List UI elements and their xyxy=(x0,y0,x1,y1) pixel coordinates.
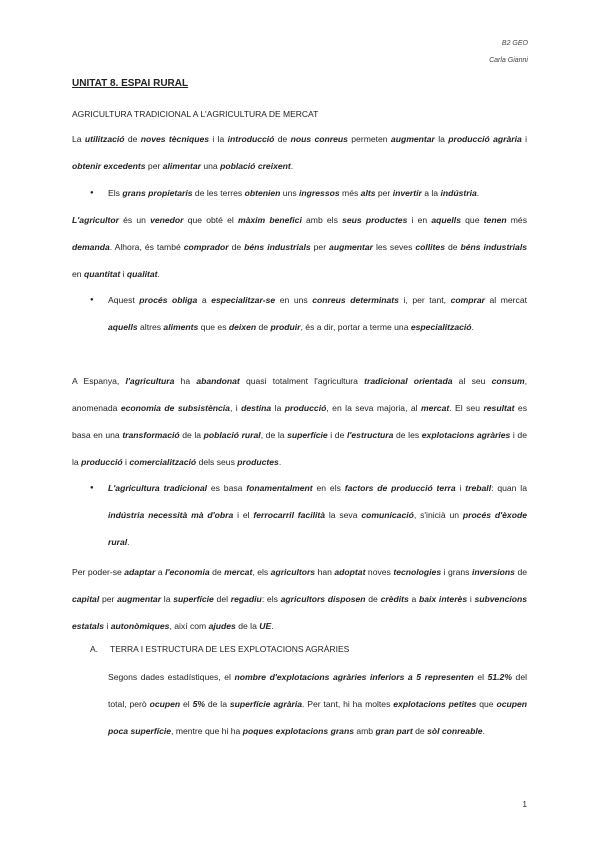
text-run: en els xyxy=(312,483,345,493)
emphasis-term: augmentar xyxy=(329,242,373,252)
subsection-title: TERRA I ESTRUCTURA DE LES EXPLOTACIONS AGRÀRIES xyxy=(110,644,350,654)
emphasis-term: qualitat xyxy=(126,269,158,279)
emphasis-term: mercat xyxy=(224,567,253,577)
text-run: per xyxy=(99,594,118,604)
text-run: més xyxy=(506,215,527,225)
text-run: i de la xyxy=(72,430,527,467)
page-number: 1 xyxy=(522,800,527,809)
text-run: la xyxy=(434,134,449,144)
emphasis-term: seus productes xyxy=(342,215,408,225)
emphasis-term: nombre d'explotacions agràries inferiors a 5 representen xyxy=(234,672,474,682)
emphasis-term: tradicional orientada xyxy=(364,376,453,386)
text-run: que xyxy=(460,215,484,225)
emphasis-term: mercat xyxy=(421,403,450,413)
text-run: de xyxy=(412,726,428,736)
text-run: Aquest xyxy=(108,295,140,305)
emphasis-term: economia de subsistència xyxy=(120,403,230,413)
text-run: amb xyxy=(353,726,376,736)
paragraph-3 xyxy=(72,368,527,476)
text-run: , s'inicià un xyxy=(413,510,463,520)
emphasis-term: procés d'èxode rural xyxy=(108,510,527,547)
text-run: quasi totalment l'agricultura xyxy=(239,376,365,386)
emphasis-term: béns industrials xyxy=(244,242,311,252)
bullet-item-1 xyxy=(90,180,527,207)
section-title: AGRICULTURA TRADICIONAL A L'AGRICULTURA DE MERCAT xyxy=(72,109,319,119)
text-run: . xyxy=(157,269,160,279)
emphasis-term: L'agricultura tradicional xyxy=(108,483,208,493)
emphasis-term: tecnologies xyxy=(393,567,442,577)
text-run: : quan la xyxy=(491,483,527,493)
paragraph-1 xyxy=(72,126,527,180)
emphasis-term: aquells xyxy=(108,322,138,332)
text-run: de xyxy=(444,242,461,252)
text-run: , i xyxy=(229,403,242,413)
emphasis-term: tenen xyxy=(483,215,507,225)
text-run: , és a dir, portar a terme una xyxy=(300,322,411,332)
emphasis-term: béns industrials xyxy=(460,242,527,252)
emphasis-term: sòl conreable xyxy=(427,726,483,736)
emphasis-term: especialitzar-se xyxy=(211,295,276,305)
bullet-icon: ● xyxy=(90,485,94,491)
emphasis-term: ocupen xyxy=(149,699,181,709)
text-run: , els xyxy=(252,567,271,577)
text-run: . xyxy=(471,322,474,332)
text-run: , en la seva majoria, al xyxy=(326,403,422,413)
text-run: el xyxy=(473,672,488,682)
text-run: de xyxy=(209,567,225,577)
emphasis-term: l'economia xyxy=(165,567,210,577)
emphasis-term: conreus determinats xyxy=(312,295,399,305)
emphasis-term: regadiu xyxy=(230,594,262,604)
emphasis-term: aquells xyxy=(431,215,461,225)
text-run: i el xyxy=(233,510,254,520)
bullet-text xyxy=(108,483,527,547)
text-run: i la xyxy=(209,134,228,144)
emphasis-term: gran part xyxy=(375,726,413,736)
emphasis-term: superfície xyxy=(287,430,328,440)
emphasis-term: autonòmiques xyxy=(110,621,170,631)
text-run: a la xyxy=(421,188,441,198)
text-run: . xyxy=(127,537,130,547)
emphasis-term: 5% xyxy=(192,699,205,709)
text-run: la xyxy=(161,594,174,604)
text-run: . xyxy=(476,188,480,198)
text-run: dels seus xyxy=(196,457,238,467)
text-run: . xyxy=(271,621,274,631)
text-run: a xyxy=(197,295,212,305)
unit-title: UNITAT 8. ESPAI RURAL xyxy=(72,78,189,89)
text-run: . xyxy=(482,726,485,736)
paragraph-2 xyxy=(72,207,527,288)
subsection-heading xyxy=(90,644,349,654)
emphasis-term: crèdits xyxy=(380,594,409,604)
text-run: i xyxy=(104,621,111,631)
emphasis-term: superfície agrària xyxy=(229,699,302,709)
text-run: a xyxy=(408,594,419,604)
emphasis-term: collites xyxy=(415,242,445,252)
emphasis-term: L'agricultor xyxy=(72,215,119,225)
emphasis-term: producció agrària xyxy=(448,134,522,144)
emphasis-term: ferrocarril facilità xyxy=(253,510,326,520)
text-run: a xyxy=(155,567,166,577)
text-run: la seva xyxy=(325,510,362,520)
emphasis-term: ajudes xyxy=(208,621,236,631)
emphasis-term: obtenien xyxy=(244,188,281,198)
emphasis-term: quantitat xyxy=(83,269,121,279)
bullet-text xyxy=(108,295,527,332)
emphasis-term: destina xyxy=(241,403,272,413)
emphasis-term: introducció xyxy=(227,134,275,144)
text-run: : els xyxy=(261,594,281,604)
emphasis-term: inversions xyxy=(471,567,515,577)
emphasis-term: adaptar xyxy=(124,567,156,577)
text-run: i grans xyxy=(441,567,472,577)
emphasis-term: superfície xyxy=(173,594,214,604)
emphasis-term: consum xyxy=(491,376,525,386)
emphasis-term: l'agricultura xyxy=(125,376,175,386)
emphasis-term: alimentar xyxy=(162,161,201,171)
emphasis-term: fonamentalment xyxy=(246,483,313,493)
emphasis-term: factors de producció terra xyxy=(344,483,456,493)
text-run: . Alhora, és també xyxy=(109,242,184,252)
text-run: per xyxy=(145,161,163,171)
bullet-icon: ● xyxy=(90,190,94,196)
text-run: de xyxy=(365,594,381,604)
text-run: per xyxy=(310,242,330,252)
text-run: de xyxy=(228,242,245,252)
emphasis-term: explotacions agràries xyxy=(421,430,511,440)
text-run: és un xyxy=(118,215,151,225)
emphasis-term: venedor xyxy=(150,215,184,225)
text-run: i xyxy=(120,269,127,279)
emphasis-term: subvencions estatals xyxy=(72,594,528,631)
emphasis-term: utilització xyxy=(84,134,125,144)
text-run: Segons dades estadístiques, el xyxy=(108,672,235,682)
text-run: i xyxy=(521,134,527,144)
emphasis-term: 51.2% xyxy=(487,672,512,682)
emphasis-term: obtenir excedents xyxy=(72,161,146,171)
emphasis-term: agricultors xyxy=(270,567,316,577)
emphasis-term: treball xyxy=(465,483,492,493)
emphasis-term: transformació xyxy=(122,430,180,440)
emphasis-term: demanda xyxy=(72,242,110,252)
text-run: i xyxy=(122,457,130,467)
emphasis-term: comunicació xyxy=(361,510,414,520)
text-run: . Per tant, hi ha moltes xyxy=(302,699,394,709)
text-run: es basa en una xyxy=(72,403,528,440)
emphasis-term: procés obliga xyxy=(139,295,198,305)
text-run: de la xyxy=(205,699,230,709)
header-course: B2 GEO xyxy=(501,40,528,47)
emphasis-term: invertir xyxy=(392,188,422,198)
text-run: una xyxy=(200,161,221,171)
emphasis-term: indústria xyxy=(440,188,477,198)
text-run: per xyxy=(375,188,393,198)
text-run: la xyxy=(271,403,285,413)
paragraph-4 xyxy=(72,559,527,640)
text-run: al mercat xyxy=(484,295,527,305)
emphasis-term: ingressos xyxy=(299,188,340,198)
text-run: que xyxy=(476,699,497,709)
text-run: , anomenada xyxy=(72,376,527,413)
emphasis-term: alts xyxy=(360,188,376,198)
emphasis-term: capital xyxy=(72,594,100,604)
text-run: altres xyxy=(137,322,164,332)
subsection-letter: A. xyxy=(90,644,99,654)
emphasis-term: deixen xyxy=(228,322,257,332)
paragraph-5 xyxy=(108,664,527,745)
text-run: noves xyxy=(365,567,394,577)
text-run: , mentre que hi ha xyxy=(171,726,243,736)
text-run: que es xyxy=(198,322,229,332)
emphasis-term: produir xyxy=(270,322,301,332)
text-run: i en xyxy=(407,215,432,225)
bullet-item-2 xyxy=(90,287,527,341)
text-run: de xyxy=(274,134,291,144)
text-run: Els xyxy=(108,188,123,198)
emphasis-term: UE xyxy=(259,621,272,631)
text-run: i xyxy=(467,594,475,604)
text-run: que obté el xyxy=(183,215,238,225)
emphasis-term: ocupen poca superfície xyxy=(108,699,528,736)
text-run: Per poder-se xyxy=(72,567,125,577)
emphasis-term: població rural xyxy=(203,430,261,440)
text-run: . El seu xyxy=(449,403,484,413)
emphasis-term: producció xyxy=(284,403,327,413)
emphasis-term: especialització xyxy=(410,322,472,332)
emphasis-term: indústria necessità mà d'obra xyxy=(108,510,234,520)
emphasis-term: població creixent xyxy=(220,161,291,171)
text-run: es basa xyxy=(207,483,247,493)
text-run: . xyxy=(290,161,294,171)
bullet-text xyxy=(108,188,479,198)
emphasis-term: nous conreus xyxy=(290,134,348,144)
text-run: ha xyxy=(174,376,197,386)
emphasis-term: comprar xyxy=(450,295,485,305)
emphasis-term: comprador xyxy=(183,242,229,252)
emphasis-term: productes xyxy=(237,457,279,467)
text-run: al seu xyxy=(452,376,492,386)
text-run: A Espanya, xyxy=(72,376,126,386)
emphasis-term: grans propietaris xyxy=(122,188,193,198)
bullet-item-3 xyxy=(90,475,527,556)
text-run: permeten xyxy=(347,134,391,144)
text-run: en uns xyxy=(275,295,313,305)
emphasis-term: agricultors disposen xyxy=(280,594,366,604)
emphasis-term: noves tècniques xyxy=(140,134,210,144)
emphasis-term: augmentar xyxy=(117,594,162,604)
text-run: del total, però xyxy=(108,672,528,709)
bullet-icon: ● xyxy=(90,297,94,303)
text-run: uns xyxy=(280,188,300,198)
text-run: amb els xyxy=(301,215,343,225)
text-run: de xyxy=(124,134,141,144)
text-run: del xyxy=(213,594,231,604)
text-run: de la xyxy=(235,621,260,631)
emphasis-term: augmentar xyxy=(390,134,435,144)
text-run: i de xyxy=(327,430,347,440)
text-run: La xyxy=(72,134,85,144)
emphasis-term: resultat xyxy=(483,403,515,413)
text-run: de les terres xyxy=(192,188,245,198)
emphasis-term: producció xyxy=(81,457,123,467)
emphasis-term: baix interès xyxy=(419,594,468,604)
emphasis-term: comercialització xyxy=(129,457,197,467)
emphasis-term: l'estructura xyxy=(346,430,394,440)
text-run: de xyxy=(256,322,271,332)
text-run: de la xyxy=(179,430,204,440)
emphasis-term: abandonat xyxy=(196,376,240,386)
emphasis-term: adoptat xyxy=(334,567,366,577)
text-run: en xyxy=(72,269,84,279)
text-run: i xyxy=(455,483,466,493)
text-run: . xyxy=(278,457,282,467)
text-run: de les xyxy=(393,430,422,440)
header-author: Carla Gianni xyxy=(489,57,528,64)
emphasis-term: poques explotacions grans xyxy=(242,726,354,736)
text-run: , així com xyxy=(169,621,209,631)
text-run: de xyxy=(514,567,528,577)
emphasis-term: màxim benefici xyxy=(237,215,302,225)
text-run: , de la xyxy=(260,430,288,440)
text-run: han xyxy=(315,567,335,577)
text-run: i, per tant, xyxy=(398,295,451,305)
emphasis-term: explotacions petites xyxy=(393,699,477,709)
text-run: més xyxy=(339,188,361,198)
text-run: les seves xyxy=(372,242,416,252)
emphasis-term: aliments xyxy=(163,322,199,332)
text-run: el xyxy=(180,699,193,709)
